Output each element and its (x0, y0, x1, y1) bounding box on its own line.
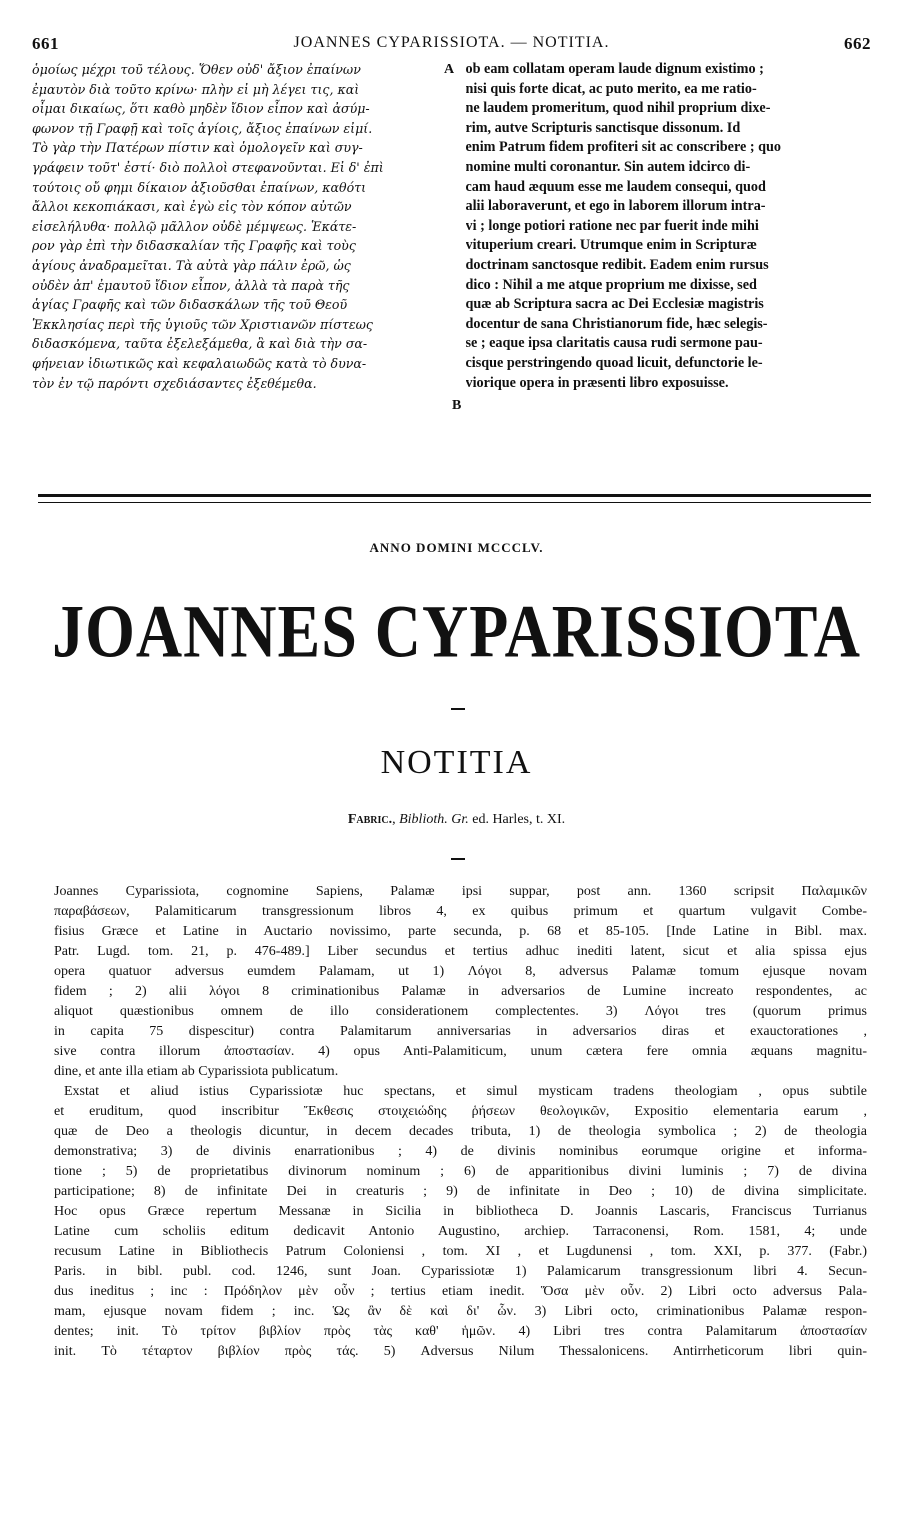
body-line: mam, ejusque novam fidem ; inc. Ὡς ἂν δὲ καὶ δι' ὧν. 3) Libri octo, criminationibus Palamæ respon- (54, 1304, 867, 1319)
body-line: Latine cum scholiis editum dedicavit Antonio Augustino, archiep. Tarraconensi, Rom. 1581, 4; unde (54, 1224, 867, 1239)
latin-line: nisi quis forte dicat, ac puto merito, ea me ratio- (465, 80, 757, 97)
body-line: in capita 75 dispescitur) contra Palamitarum anniversarias in adversarios diras et exauctorationes , (54, 1024, 867, 1039)
latin-line: cam haud æquum esse me laudem consequi, quod (465, 178, 766, 195)
latin-line: rim, autve Scripturis sanctisque dissonum. Id (465, 119, 741, 136)
latin-line: enim Patrum fidem profiteri sit ac conscribere ; quo (465, 139, 781, 156)
greek-line: ὁμοίως μέχρι τοῦ τέλους. Ὅθεν οὐδ' ἄξιον ἐπαίνων (32, 62, 361, 77)
greek-line: Ἐκκλησίας περὶ τῆς ὑγιοῦς τῶν Χριστιανῶν πίστεως (32, 316, 373, 332)
body-line: Exstat et aliud istius Cyparissiotæ huc spectans, et simul mysticam tradens theologiam , opus subtile (64, 1084, 867, 1099)
body-line: Patr. Lugd. tom. 21, p. 476-489.] Liber secundus et tertius adhuc inediti latent, sicut et alia spissa ejus (54, 944, 867, 959)
greek-line: ρον γὰρ ἐπὶ τὴν διδασκαλίαν τῆς Γραφῆς καὶ τοὺς (32, 238, 356, 254)
latin-line: viorique opera in præsenti libro exposuisse. (465, 374, 729, 391)
margin-marker-a: A (444, 62, 455, 77)
latin-line: ob eam collatam operam laude dignum existimo ; (465, 61, 764, 77)
anno-line: ANNO DOMINI MCCCLV. (369, 540, 544, 555)
source-author: Fabric. (347, 812, 393, 827)
greek-line: εἰσελήλυθα· πολλῷ μᾶλλον οὐδὲ μέμψεως. Ἑκάτε- (32, 218, 357, 234)
latin-line: quæ ab Scriptura sacra ac Dei Ecclesiæ magistris (465, 296, 764, 313)
greek-line: ἐμαυτὸν διὰ τοῦτο κρίνω· πλὴν εἰ μὴ λέγει τις, καὶ (32, 81, 360, 97)
latin-line: docentur de sana Christianorum fide, hæc selegis- (465, 315, 768, 332)
greek-line: οὐδὲν ἀπ' ἐμαυτοῦ ἴδιον εἶπον, ἀλλὰ τὰ παρὰ τῆς (32, 277, 350, 293)
greek-line: ἁγίους ἀναδραμεῖται. Τὰ αὐτὰ γὰρ πάλιν ἐρῶ, ὡς (32, 257, 351, 273)
latin-line: se ; eaque ipsa claritatis causa rudi sermone pau- (465, 335, 763, 352)
greek-line: ἁγίας Γραφῆς καὶ τῶν διδασκάλων τῆς τοῦ Θεοῦ (32, 297, 348, 313)
body-line: παραβάσεων, Palamiticarum transgressionum libros 4, ex quibus primum et quartum vulgavit Combe- (54, 904, 867, 919)
subtitle: NOTITIA (380, 744, 533, 781)
body-line: recusum Latine in Bibliothecis Patrum Coloniensi , tom. XI , et Lugdunensi , tom. XXI, p. 377. (Fabr.) (54, 1244, 867, 1259)
latin-line: vituperium creari. Utrumque enim in Scripturæ (465, 237, 757, 254)
body-line: participatione; 8) de infinitate Dei in creaturis ; 9) de infinitate in Deo ; 10) de divina simplicitate. (54, 1184, 867, 1199)
body-line: dentes; init. Τὸ τρίτον βιβλίον πρὸς τὰς καθ' ἡμῶν. 4) Libri tres contra Palamitarum ἀποστασίαν (54, 1324, 867, 1339)
greek-line: φωνον τῇ Γραφῇ καὶ τοῖς ἁγίοις, ἄξιος ἐπαίνων εἰμί. (32, 120, 373, 136)
body-line: dus ineditus ; inc : Πρόδηλον μὲν οὖν ; tertius etiam inedit. Ὅσα μὲν οὖν. 2) Libri octo adversus Pala- (54, 1284, 867, 1299)
body-line: fisius Græce et Latine in Auctario novissimo, parte secunda, p. 68 et 85-105. [Inde Latine in Bibl. max. (54, 924, 867, 939)
greek-line: ἄλλοι κεκοπιάκασι, καὶ ἐγὼ εἰς τὸν κόπον αὐτῶν (32, 199, 352, 215)
body-line: init. Τὸ τέταρτον βιβλίον πρὸς τάς. 5) Adversus Nilum Thessalonicens. Antirrheticorum libri quin- (54, 1344, 867, 1359)
latin-line: ne laudem promeritum, quod nihil proprium dixe- (465, 100, 771, 117)
source-edition: ed. Harles, t. XI. (472, 812, 566, 827)
greek-line: τὸν ἐν τῷ παρόντι σχεδιάσαντες ἐξεθέμεθα. (32, 375, 317, 391)
body-line: demonstrativa; 3) de divinis enarrationibus ; 4) de divinis nominibus eorumque origine et informa- (54, 1144, 867, 1159)
body-line: dine, et ante illa etiam ab Cyparissiota publicatum. (54, 1064, 339, 1079)
title-dash (451, 708, 465, 710)
body-line: tione ; 5) de proprietatibus divinorum nominum ; 6) de apparitionibus divini luminis ; 7) de divina (54, 1164, 867, 1179)
page-header (32, 34, 871, 56)
greek-line: οἶμαι δικαίως, ὅτι καθὸ μηδὲν ἴδιον εἶπον καὶ ἀσύμ- (32, 101, 370, 117)
main-title: JOANNES CYPARISSIOTA (52, 589, 861, 673)
latin-line: alii laboraverunt, et ego in laborem illorum intra- (465, 198, 766, 215)
greek-line: διδασκόμενα, ταῦτα ἐξελεξάμεθα, ἃ καὶ διὰ τὴν σα- (32, 336, 368, 352)
running-title: JOANNES CYPARISSIOTA. — NOTITIA. (293, 34, 610, 51)
body-line: quæ de Deo a theologis dicuntur, in decem decades tributa, 1) de theologia symbolica ; 2) de theologia (54, 1124, 867, 1139)
source-citation: Fabric., Biblioth. Gr. ed. Harles, t. XI. (347, 812, 566, 827)
margin-marker-b: B (452, 398, 462, 413)
latin-line: doctrinam sanctosque redibit. Eadem enim rursus (465, 256, 769, 273)
body-line: fidem ; 2) alii λόγοι 8 criminationibus Palamæ in adversarios de Lumine increato respondentes, ac (54, 984, 867, 999)
page-number-left: 661 (32, 34, 59, 53)
source-dash (451, 858, 465, 860)
latin-line: vi ; longe potiori ratione nec par fuerit inde mihi (465, 217, 759, 234)
greek-column (32, 60, 438, 460)
greek-line: τούτοις οὔ φημι δίκαιον ἀξιοῦσθαι ἐπαίνων, καθότι (32, 179, 367, 195)
latin-line: nomine multi coronantur. Sin autem idcirco di- (465, 158, 751, 175)
body-line: et eruditum, quod inscribitur Ἔκθεσις στοιχειώδης ῥήσεων θεολογικῶν, Expositio elementaria earum , (54, 1104, 867, 1119)
latin-line: cisque perstringendo quoad licuit, defunctorie le- (465, 354, 763, 371)
section-rule (38, 494, 871, 503)
body-line: Paris. in bibl. publ. cod. 1246, sunt Joan. Cyparissiotæ 1) Palamicarum transgressionum libri 4. Secun- (54, 1264, 867, 1279)
greek-line: Τὸ γὰρ τὴν Πατέρων πίστιν καὶ ὁμολογεῖν καὶ συγ- (32, 140, 363, 156)
body-line: opera quatuor adversus eumdem Palamam, ut 1) Λόγοι 8, adversus Palamæ tomum ejusque novam (54, 964, 867, 979)
source-work: Biblioth. Gr. (399, 812, 469, 827)
notitia-body (54, 882, 867, 1362)
greek-line: φήνειαν ἰδιωτικῶς καὶ κεφαλαιωδῶς κατὰ τὸ δυνα- (32, 355, 367, 371)
body-line: aliquot quæstionibus omnem de illo considerationem complectentes. 3) Λόγοι tres (quorum primus (54, 1004, 867, 1019)
body-line: sive contra illorum ἀποστασίαν. 4) opus Anti-Palamiticum, unum cætera fere omnia æquans magnitu- (54, 1044, 867, 1059)
greek-line: γράφειν τοῦτ' ἐστί· διὸ πολλοὶ στεφανοῦνται. Εἰ δ' ἐπὶ (32, 159, 384, 175)
body-line: Joannes Cyparissiota, cognomine Sapiens, Palamæ ipsi suppar, post ann. 1360 scripsit Παλαμικῶν (54, 884, 867, 899)
page-number-right: 662 (844, 34, 871, 53)
latin-line: dico : Nihil a me atque proprium me dixisse, sed (465, 276, 757, 293)
latin-column (466, 60, 872, 460)
body-line: Hoc opus Græce repertum Messanæ in Sicilia in bibliotheca D. Joannis Lascaris, Franciscus Turrianus (54, 1204, 867, 1219)
